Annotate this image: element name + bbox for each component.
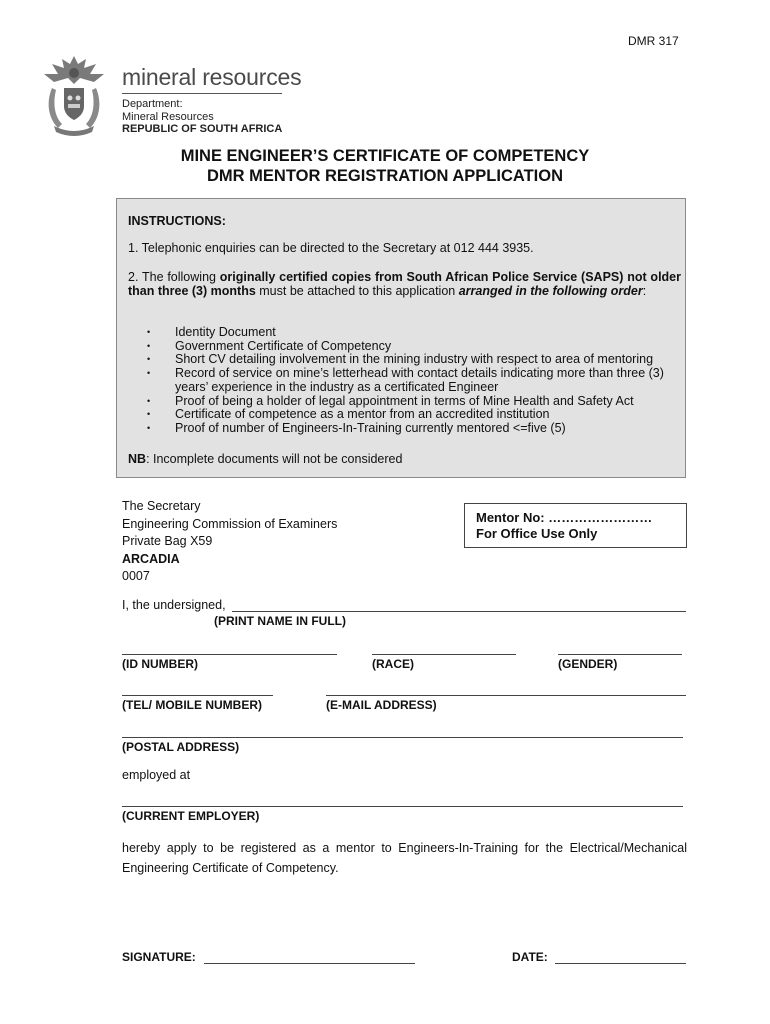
department-branding — [122, 64, 301, 136]
address-line: The Secretary — [122, 499, 201, 513]
postal-address-label: (POSTAL ADDRESS) — [122, 740, 240, 754]
instruction-2-order: arranged in the following order — [458, 284, 643, 298]
brand-divider — [122, 93, 282, 94]
list-item: • Record of service on mine’s letterhead with contact details indicating more than three (3) years’ experience in the industry as a certificated Engineer — [147, 367, 677, 394]
address-code: 0007 — [122, 569, 150, 583]
undersigned-label: I, the undersigned, — [122, 598, 226, 612]
instruction-2 — [128, 270, 681, 298]
employer-label: (CURRENT EMPLOYER) — [122, 809, 260, 823]
employed-at-label: employed at — [122, 768, 191, 782]
id-number-field[interactable] — [122, 654, 337, 655]
list-item: • Short CV detailing involvement in the mining industry with respect to area of mentoring — [147, 353, 677, 367]
race-field[interactable] — [372, 654, 516, 655]
document-title: MINE ENGINEER’S CERTIFICATE OF COMPETENCY — [180, 147, 590, 165]
office-use-label: For Office Use Only — [476, 526, 598, 541]
date-label: DATE: — [512, 950, 548, 964]
race-label: (RACE) — [372, 657, 414, 671]
print-name-label: (PRINT NAME IN FULL) — [214, 614, 346, 628]
dept-line-1: Department: — [122, 98, 183, 110]
address-line: Private Bag X59 — [122, 534, 213, 548]
postal-address-block — [122, 498, 337, 586]
nb-text: : Incomplete documents will not be considered — [146, 452, 403, 466]
mentor-number-box — [464, 503, 687, 548]
date-field[interactable] — [555, 963, 686, 964]
document-subtitle: DMR MENTOR REGISTRATION APPLICATION — [207, 167, 563, 185]
signature-field[interactable] — [204, 963, 415, 964]
address-line: Engineering Commission of Examiners — [122, 516, 338, 531]
dept-line-2: Mineral Resources — [122, 110, 214, 123]
required-documents-list — [147, 326, 677, 436]
email-field[interactable] — [326, 695, 686, 696]
list-item: • Government Certificate of Competency — [147, 340, 677, 354]
instruction-2-text: must be attached to this application — [255, 284, 459, 298]
list-item: • Certificate of competence as a mentor from an accredited institution — [147, 408, 677, 422]
gender-label: (GENDER) — [558, 657, 618, 671]
gender-field[interactable] — [558, 654, 682, 655]
list-item: • Proof of being a holder of legal appointment in terms of Mine Health and Safety Act — [147, 395, 677, 409]
form-code: DMR 317 — [628, 34, 679, 48]
instructions-heading: INSTRUCTIONS: — [128, 214, 226, 228]
instruction-2-requirement: originally certified copies from South African Police Service (SAPS) not older than three (3) months — [128, 270, 681, 298]
employer-field[interactable] — [122, 806, 683, 807]
instruction-2-colon: : — [642, 284, 647, 298]
tel-label: (TEL/ MOBILE NUMBER) — [122, 698, 262, 712]
full-name-field[interactable] — [232, 611, 686, 612]
instruction-2-text: 2. The following — [128, 270, 220, 284]
brand-title: mineral resources — [122, 64, 302, 90]
email-label: (E-MAIL ADDRESS) — [326, 698, 437, 712]
list-item: • Identity Document — [147, 326, 677, 340]
nb-label: NB — [128, 452, 147, 466]
mentor-number-label: Mentor No: …………………… — [476, 510, 653, 525]
instruction-1: 1. Telephonic enquiries can be directed to the Secretary at 012 444 3935. — [128, 241, 534, 255]
postal-address-field[interactable] — [122, 737, 683, 738]
list-item: • Proof of number of Engineers-In-Training currently mentored <=five (5) — [147, 422, 677, 436]
coat-of-arms-logo — [40, 54, 108, 138]
declaration-text: hereby apply to be registered as a mentor to Engineers-In-Training for the Electrical/Mechanical Engineering Certificate of Competency. — [122, 841, 687, 875]
instructions-box — [116, 198, 686, 478]
id-number-label: (ID NUMBER) — [122, 657, 198, 671]
country-name: REPUBLIC OF SOUTH AFRICA — [122, 123, 283, 135]
nb-note — [128, 452, 402, 466]
tel-field[interactable] — [122, 695, 273, 696]
address-city: ARCADIA — [122, 551, 180, 566]
signature-label: SIGNATURE: — [122, 950, 196, 964]
